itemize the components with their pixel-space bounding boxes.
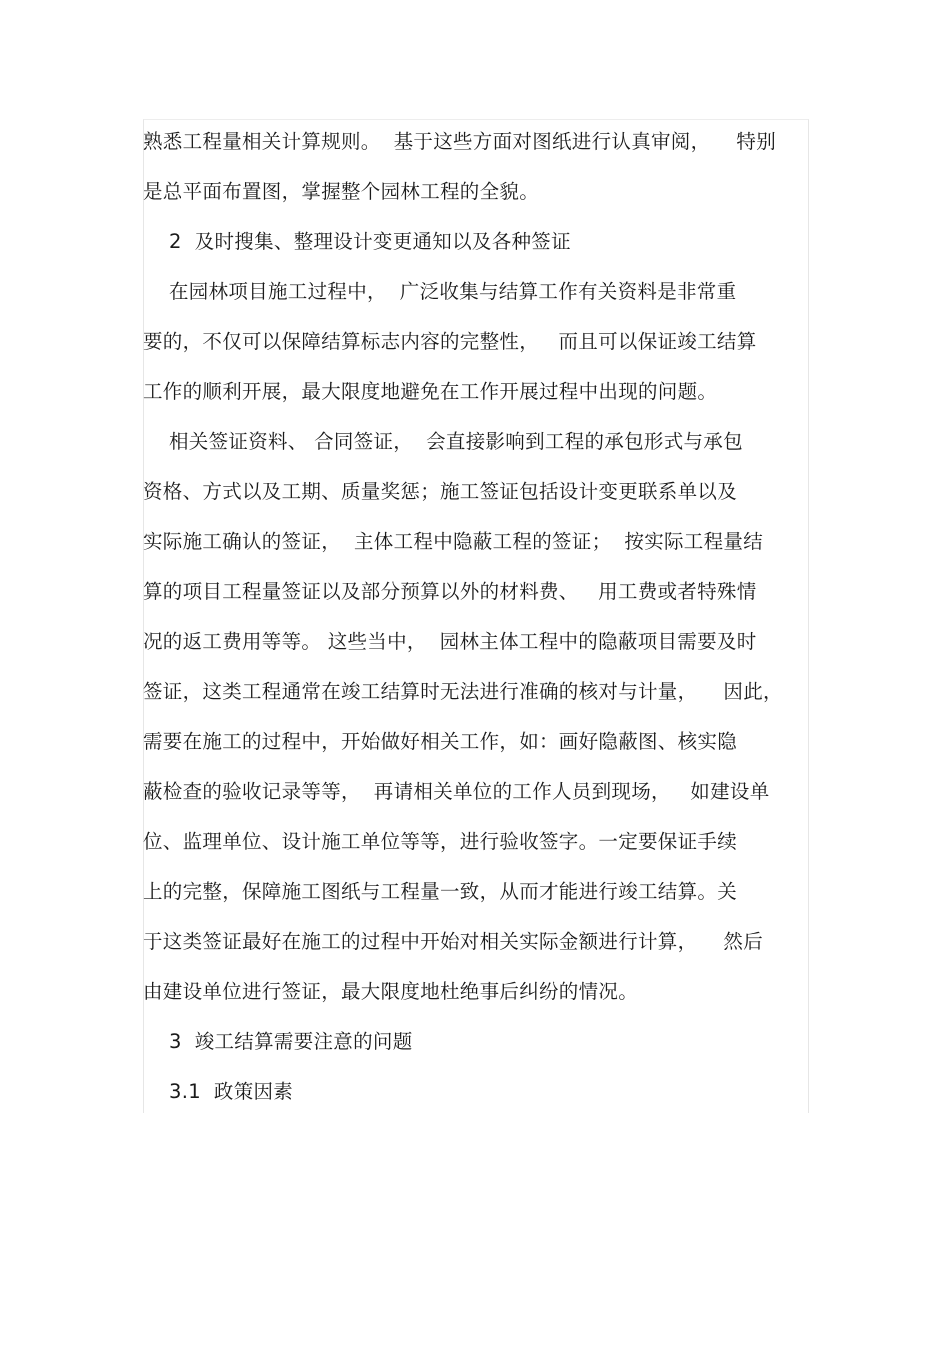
paragraph-line: 上的完整，保障施工图纸与工程量一致，从而才能进行竣工结算。关 <box>143 880 738 903</box>
paragraph-line: 位、监理单位、设计施工单位等等，进行验收签字。一定要保证手续 <box>143 830 738 853</box>
subsection-heading-3-1: 3.1 政策因素 <box>143 1080 294 1103</box>
paragraph-line: 是总平面布置图，掌握整个园林工程的全貌。 <box>143 180 540 203</box>
section-heading-3: 3 竣工结算需要注意的问题 <box>143 1030 413 1053</box>
paragraph-line: 在园林项目施工过程中， 广泛收集与结算工作有关资料是非常重 <box>143 280 737 303</box>
paragraph-line: 要的，不仅可以保障结算标志内容的完整性， 而且可以保证竣工结算 <box>143 330 757 353</box>
paragraph-line: 于这类签证最好在施工的过程中开始对相关实际金额进行计算， 然后 <box>143 930 763 953</box>
paragraph-line: 工作的顺利开展，最大限度地避免在工作开展过程中出现的问题。 <box>143 380 718 403</box>
paragraph-line: 熟悉工程量相关计算规则。 基于这些方面对图纸进行认真审阅， 特别 <box>143 130 776 153</box>
paragraph-line: 况的返工费用等等。 这些当中， 园林主体工程中的隐蔽项目需要及时 <box>143 630 757 653</box>
paragraph-line: 相关签证资料、 合同签证， 会直接影响到工程的承包形式与承包 <box>143 430 743 453</box>
section-heading-2: 2 及时搜集、整理设计变更通知以及各种签证 <box>143 230 571 253</box>
paragraph-line: 需要在施工的过程中，开始做好相关工作，如：画好隐蔽图、核实隐 <box>143 730 738 753</box>
page-frame <box>143 119 809 1113</box>
paragraph-line: 签证，这类工程通常在竣工结算时无法进行准确的核对与计量， 因此， <box>143 680 783 703</box>
paragraph-line: 蔽检查的验收记录等等， 再请相关单位的工作人员到现场， 如建设单 <box>143 780 770 803</box>
paragraph-line: 由建设单位进行签证，最大限度地杜绝事后纠纷的情况。 <box>143 980 639 1003</box>
paragraph-line: 资格、方式以及工期、质量奖惩；施工签证包括设计变更联系单以及 <box>143 480 738 503</box>
paragraph-line: 实际施工确认的签证， 主体工程中隐蔽工程的签证； 按实际工程量结 <box>143 530 763 553</box>
paragraph-line: 算的项目工程量签证以及部分预算以外的材料费、 用工费或者特殊情 <box>143 580 757 603</box>
